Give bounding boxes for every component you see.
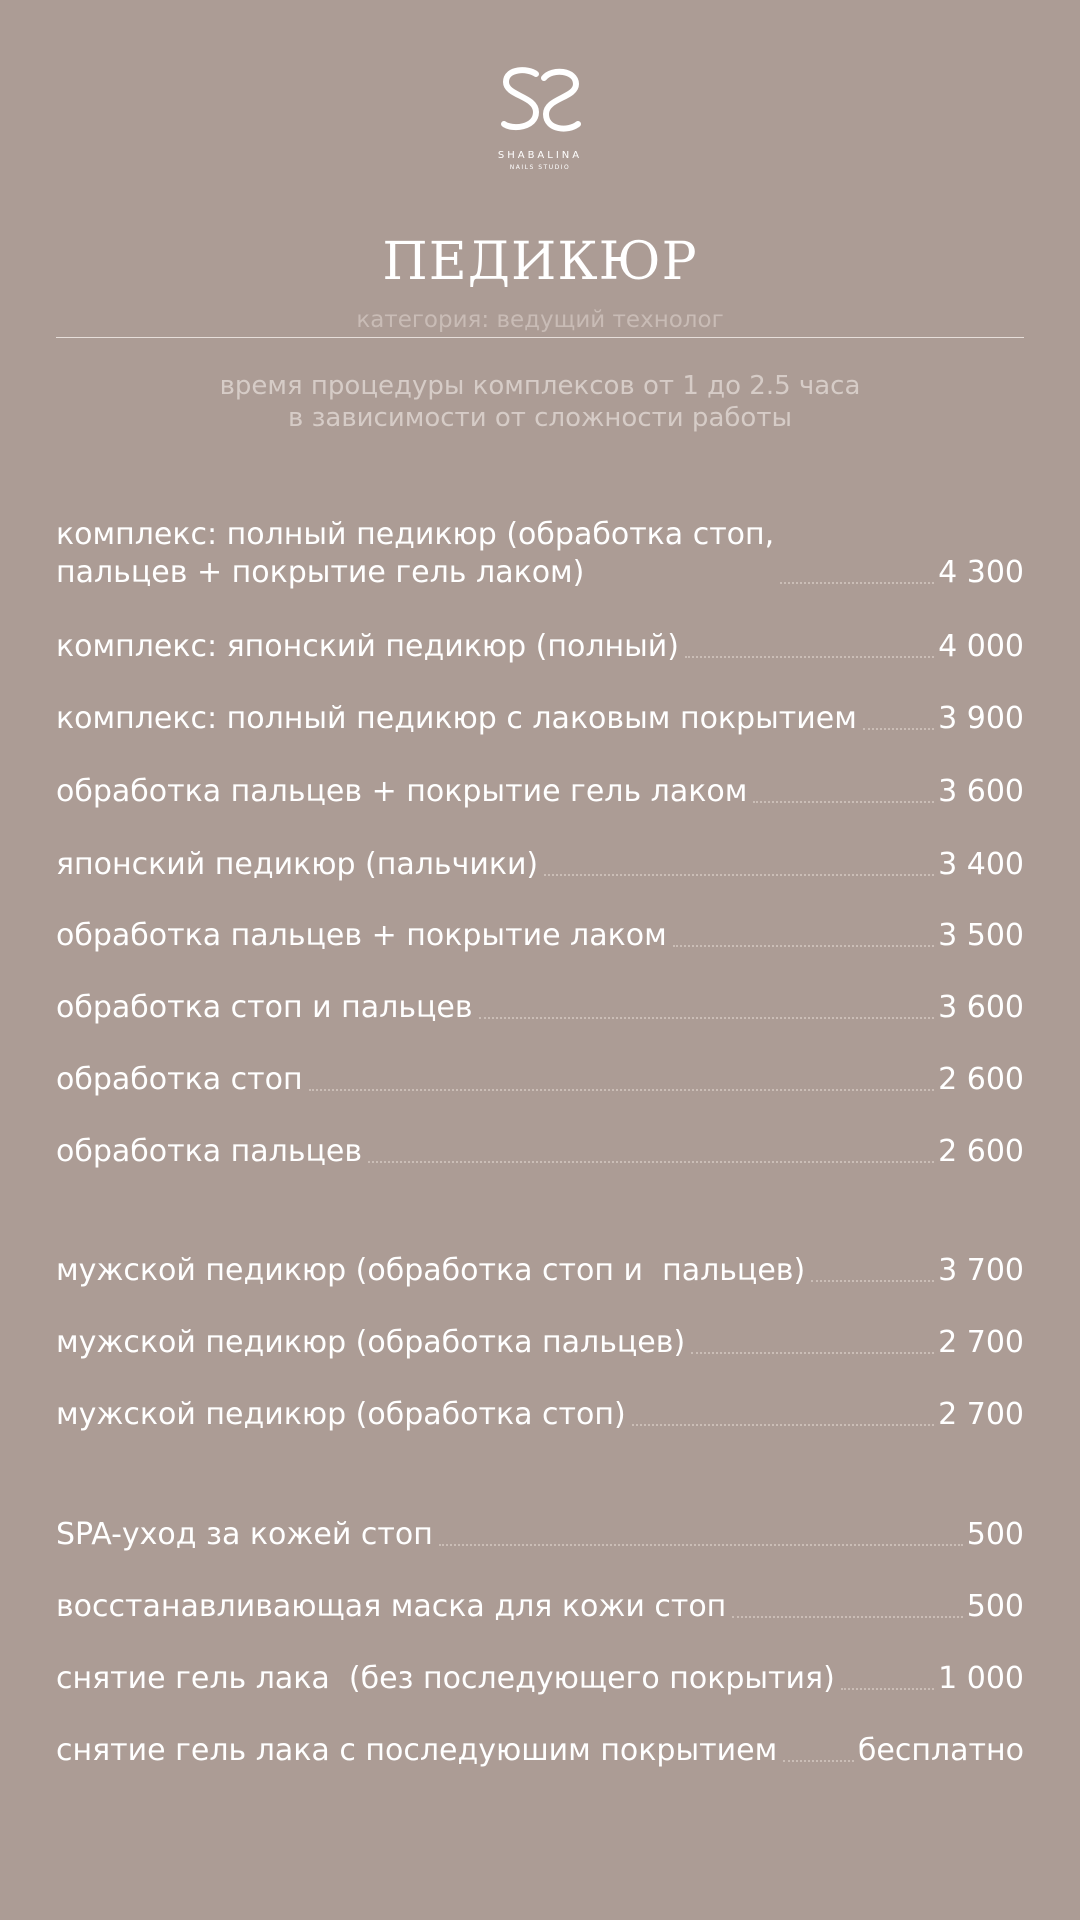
price-row <box>56 1516 1024 1554</box>
divider <box>56 337 1024 338</box>
logo-name: SHABALINA <box>497 150 583 161</box>
dot-leader <box>780 582 934 584</box>
service-price: 2 700 <box>938 1397 1024 1432</box>
dot-leader <box>863 728 934 730</box>
dot-leader <box>783 1760 854 1762</box>
service-price: бесплатно <box>857 1733 1024 1768</box>
page-title: ПЕДИКЮР <box>382 232 698 292</box>
category-label: категория: ведущий технолог <box>356 307 724 333</box>
price-row <box>56 1732 1024 1770</box>
service-name: комплекс: японский педикюр (полный) <box>56 629 679 664</box>
price-row <box>56 1660 1024 1698</box>
price-row <box>56 700 1024 738</box>
dot-leader <box>753 801 934 803</box>
service-price: 3 400 <box>938 847 1024 882</box>
service-name: обработка пальцев <box>56 1134 363 1169</box>
service-name: мужской педикюр (обработка стоп и пальцев) <box>56 1253 806 1288</box>
price-row <box>56 1324 1024 1362</box>
price-row <box>56 846 1024 884</box>
service-name: обработка пальцев + покрытие лаком <box>56 918 667 953</box>
dot-leader <box>632 1424 934 1426</box>
service-name: японский педикюр (пальчики) <box>56 847 539 882</box>
dot-leader <box>841 1688 934 1690</box>
price-row <box>56 1061 1024 1099</box>
service-price: 3 500 <box>938 918 1024 953</box>
service-name: мужской педикюр (обработка пальцев) <box>56 1325 686 1360</box>
price-row <box>56 628 1024 666</box>
service-name: восстанавливающая маска для кожи стоп <box>56 1589 727 1624</box>
dot-leader <box>439 1544 963 1546</box>
service-price: 3 600 <box>938 774 1024 809</box>
service-price: 2 700 <box>938 1325 1024 1360</box>
price-row <box>56 989 1024 1027</box>
duration-note-line-2: в зависимости от сложности работы <box>287 403 792 433</box>
service-name: снятие гель лака с последуюшим покрытием <box>56 1733 778 1768</box>
service-name: комплекс: полный педикюр с лаковым покрытием <box>56 701 857 736</box>
service-price: 3 700 <box>938 1253 1024 1288</box>
price-row <box>56 516 1024 592</box>
dot-leader <box>309 1089 935 1091</box>
service-price: 4 000 <box>938 629 1024 664</box>
dot-leader <box>544 874 934 876</box>
service-name <box>56 516 774 592</box>
dot-leader <box>479 1017 935 1019</box>
service-price: 500 <box>966 1517 1024 1552</box>
price-row <box>56 1396 1024 1434</box>
service-price: 2 600 <box>938 1134 1024 1169</box>
price-row <box>56 1252 1024 1290</box>
duration-note-line-1: время процедуры комплексов от 1 до 2.5 часа <box>219 371 861 401</box>
service-name: мужской педикюр (обработка стоп) <box>56 1397 626 1432</box>
studio-logo <box>0 66 1080 171</box>
dot-leader <box>732 1616 962 1618</box>
service-price: 1 000 <box>938 1661 1024 1696</box>
dot-leader <box>691 1352 934 1354</box>
service-name: снятие гель лака (без последующего покрытия) <box>56 1661 835 1696</box>
service-name: обработка стоп и пальцев <box>56 990 473 1025</box>
service-name: SPA-уход за кожей стоп <box>56 1517 433 1552</box>
price-row <box>56 1588 1024 1626</box>
service-price: 500 <box>966 1589 1024 1624</box>
service-price: 2 600 <box>938 1062 1024 1097</box>
ss-monogram-icon <box>498 66 582 136</box>
price-row <box>56 773 1024 811</box>
service-name-line-1: комплекс: полный педикюр (обработка стоп, <box>56 517 775 552</box>
dot-leader <box>685 656 934 658</box>
service-price: 3 900 <box>938 701 1024 736</box>
price-row <box>56 1133 1024 1171</box>
service-name-line-2: пальцев + покрытие гель лаком) <box>56 555 585 590</box>
service-name: обработка стоп <box>56 1062 303 1097</box>
dot-leader <box>673 945 934 947</box>
price-row <box>56 917 1024 955</box>
service-price: 3 600 <box>938 990 1024 1025</box>
service-price: 4 300 <box>938 555 1024 590</box>
logo-subtitle: NAILS STUDIO <box>509 164 571 171</box>
dot-leader <box>368 1161 934 1163</box>
dot-leader <box>811 1280 934 1282</box>
duration-note <box>0 370 1080 434</box>
service-name: обработка пальцев + покрытие гель лаком <box>56 774 748 809</box>
